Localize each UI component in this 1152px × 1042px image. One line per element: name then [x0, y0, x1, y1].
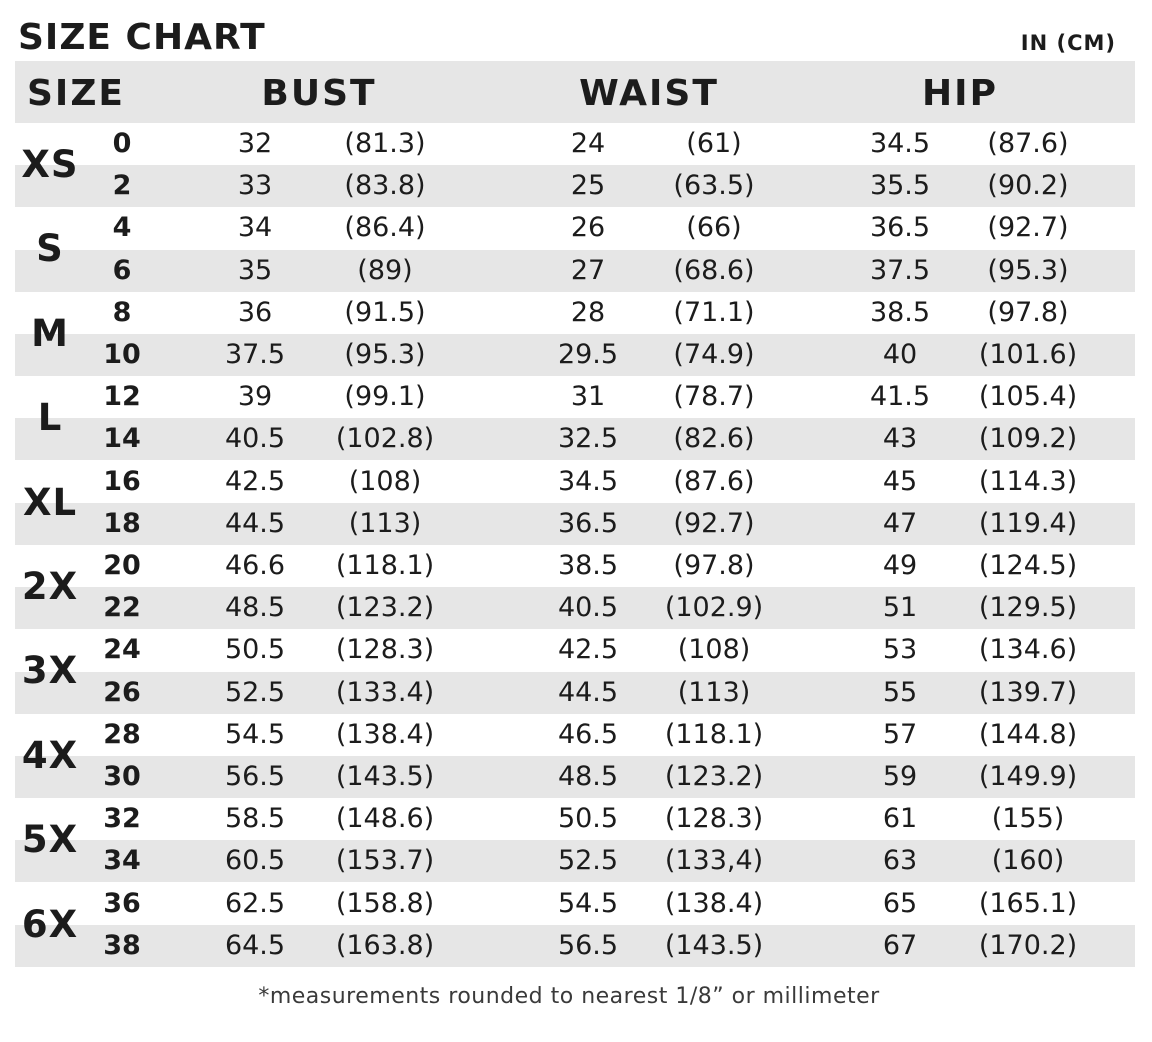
- table-row: [15, 292, 1135, 334]
- waist-cm: (128.3): [664, 803, 764, 835]
- size-number: 30: [103, 761, 141, 792]
- size-number: 12: [103, 381, 141, 413]
- hip-cm: (149.9): [978, 761, 1078, 792]
- hip-cm: (170.2): [978, 929, 1078, 961]
- waist-inches: 52.5: [557, 845, 619, 877]
- table-row: [15, 925, 1135, 967]
- size-number: 0: [112, 128, 132, 159]
- hip-cm: (114.3): [978, 465, 1078, 497]
- hip-inches: 36.5: [869, 212, 931, 244]
- waist-inches: 26: [570, 212, 606, 244]
- size-group-label: M: [31, 311, 69, 355]
- waist-inches: 40.5: [557, 592, 619, 624]
- bust-inches: 58.5: [224, 803, 286, 835]
- hip-cm: (155): [991, 803, 1065, 835]
- waist-cm: (113): [677, 676, 751, 708]
- hip-cm: (139.7): [978, 676, 1078, 708]
- table-row: [15, 123, 1135, 165]
- size-group-label: 3X: [21, 649, 79, 693]
- bust-cm: (118.1): [335, 550, 435, 581]
- hip-cm: (95.3): [987, 254, 1069, 286]
- bust-cm: (148.6): [335, 803, 435, 835]
- waist-cm: (108): [677, 634, 751, 666]
- bust-cm: (95.3): [344, 339, 426, 370]
- size-number: 36: [103, 887, 141, 919]
- bust-cm: (108): [348, 465, 422, 497]
- table-row: [15, 840, 1135, 882]
- hip-inches: 67: [882, 929, 918, 961]
- waist-cm: (133,4): [664, 845, 764, 877]
- table-row: [15, 798, 1135, 840]
- waist-cm: (143.5): [664, 929, 764, 961]
- hip-inches: 59: [882, 761, 918, 792]
- hip-inches: 45: [882, 465, 918, 497]
- bust-inches: 36: [237, 296, 273, 328]
- bust-cm: (123.2): [335, 592, 435, 624]
- bust-inches: 34: [237, 212, 273, 244]
- hip-inches: 41.5: [869, 381, 931, 413]
- bust-inches: 42.5: [224, 465, 286, 497]
- size-group-label: 4X: [21, 733, 79, 777]
- size-group-label: S: [36, 227, 64, 271]
- size-number: 8: [112, 296, 132, 328]
- waist-cm: (92.7): [673, 507, 755, 539]
- waist-inches: 44.5: [557, 676, 619, 708]
- size-number: 14: [103, 423, 141, 455]
- hip-inches: 35.5: [869, 170, 931, 202]
- hip-inches: 34.5: [869, 128, 931, 159]
- hip-cm: (144.8): [978, 718, 1078, 750]
- waist-cm: (78.7): [673, 381, 755, 413]
- size-group-label: L: [37, 396, 63, 440]
- waist-cm: (71.1): [673, 296, 755, 328]
- size-group-label: XL: [22, 480, 78, 524]
- bust-inches: 62.5: [224, 887, 286, 919]
- hip-inches: 63: [882, 845, 918, 877]
- size-group-label: 2X: [21, 565, 79, 608]
- table-row: [15, 714, 1135, 756]
- waist-inches: 42.5: [557, 634, 619, 666]
- waist-inches: 27: [570, 254, 606, 286]
- table-row: [15, 418, 1135, 460]
- waist-cm: (102.9): [664, 592, 764, 624]
- hip-inches: 47: [882, 507, 918, 539]
- waist-inches: 36.5: [557, 507, 619, 539]
- size-number: 34: [103, 845, 141, 877]
- waist-inches: 31: [570, 381, 606, 413]
- bust-cm: (83.8): [344, 170, 426, 202]
- bust-cm: (99.1): [344, 381, 426, 413]
- waist-cm: (97.8): [673, 550, 755, 581]
- bust-inches: 48.5: [224, 592, 286, 624]
- hip-inches: 37.5: [869, 254, 931, 286]
- waist-inches: 34.5: [557, 465, 619, 497]
- bust-inches: 44.5: [224, 507, 286, 539]
- bust-inches: 33: [237, 170, 273, 202]
- bust-cm: (128.3): [335, 634, 435, 666]
- bust-cm: (89): [357, 254, 413, 286]
- hip-inches: 65: [882, 887, 918, 919]
- waist-inches: 46.5: [557, 718, 619, 750]
- size-number: 2: [112, 170, 132, 202]
- hip-inches: 55: [882, 676, 918, 708]
- waist-inches: 28: [570, 296, 606, 328]
- size-number: 16: [103, 465, 141, 497]
- waist-cm: (66): [686, 212, 742, 244]
- waist-inches: 54.5: [557, 887, 619, 919]
- hip-cm: (119.4): [978, 507, 1078, 539]
- bust-inches: 32: [237, 128, 273, 159]
- hip-inches: 57: [882, 718, 918, 750]
- bust-cm: (113): [348, 507, 422, 539]
- bust-inches: 52.5: [224, 676, 286, 708]
- size-number: 38: [103, 929, 141, 961]
- size-number: 28: [103, 718, 141, 750]
- size-number: 10: [103, 339, 141, 370]
- table-row: [15, 503, 1135, 545]
- waist-inches: 24: [570, 128, 606, 159]
- size-number: 20: [103, 550, 141, 581]
- size-number: 18: [103, 507, 141, 539]
- table-row: [15, 250, 1135, 292]
- waist-inches: 38.5: [557, 550, 619, 581]
- bust-cm: (81.3): [344, 128, 426, 159]
- waist-inches: 25: [570, 170, 606, 202]
- bust-inches: 39: [237, 381, 273, 413]
- header-size: SIZE: [27, 73, 126, 114]
- hip-inches: 43: [882, 423, 918, 455]
- hip-inches: 61: [882, 803, 918, 835]
- bust-cm: (86.4): [344, 212, 426, 244]
- bust-cm: (163.8): [335, 929, 435, 961]
- unit-label: IN (CM): [1020, 31, 1116, 55]
- hip-cm: (109.2): [978, 423, 1078, 455]
- table-row: [15, 587, 1135, 629]
- hip-cm: (129.5): [978, 592, 1078, 624]
- footnote: *measurements rounded to nearest 1/8” or millimeter: [258, 984, 880, 1009]
- table-row: [15, 207, 1135, 249]
- bust-inches: 46.6: [224, 550, 286, 581]
- table-row: [15, 883, 1135, 925]
- bust-inches: 64.5: [224, 929, 286, 961]
- waist-inches: 32.5: [557, 423, 619, 455]
- hip-cm: (87.6): [987, 128, 1069, 159]
- waist-cm: (61): [686, 128, 742, 159]
- table-row: [15, 629, 1135, 671]
- bust-inches: 35: [237, 254, 273, 286]
- hip-cm: (124.5): [978, 550, 1078, 581]
- waist-inches: 50.5: [557, 803, 619, 835]
- size-number: 24: [103, 634, 141, 666]
- hip-inches: 40: [882, 339, 918, 370]
- header-hip: HIP: [922, 73, 998, 114]
- hip-cm: (165.1): [978, 887, 1078, 919]
- size-group-label: 5X: [21, 818, 79, 862]
- waist-inches: 48.5: [557, 761, 619, 792]
- size-number: 4: [112, 212, 132, 244]
- size-group-label: 6X: [21, 902, 79, 946]
- waist-inches: 29.5: [557, 339, 619, 370]
- table-row: [15, 376, 1135, 418]
- hip-cm: (92.7): [987, 212, 1069, 244]
- size-number: 26: [103, 676, 141, 708]
- waist-cm: (68.6): [673, 254, 755, 286]
- table-row: [15, 672, 1135, 714]
- bust-cm: (102.8): [335, 423, 435, 455]
- waist-cm: (82.6): [673, 423, 755, 455]
- waist-cm: (87.6): [673, 465, 755, 497]
- waist-inches: 56.5: [557, 929, 619, 961]
- bust-inches: 37.5: [224, 339, 286, 370]
- header-waist: WAIST: [579, 73, 719, 114]
- hip-cm: (101.6): [978, 339, 1078, 370]
- bust-cm: (138.4): [335, 718, 435, 750]
- bust-inches: 40.5: [224, 423, 286, 455]
- hip-cm: (90.2): [987, 170, 1069, 202]
- bust-inches: 50.5: [224, 634, 286, 666]
- waist-cm: (123.2): [664, 761, 764, 792]
- waist-cm: (118.1): [664, 718, 764, 750]
- hip-inches: 38.5: [869, 296, 931, 328]
- bust-inches: 54.5: [224, 718, 286, 750]
- header-bust: BUST: [261, 73, 377, 114]
- bust-inches: 56.5: [224, 761, 286, 792]
- size-number: 6: [112, 254, 132, 286]
- hip-inches: 51: [882, 592, 918, 624]
- bust-cm: (133.4): [335, 676, 435, 708]
- table-row: [15, 461, 1135, 503]
- waist-cm: (74.9): [673, 339, 755, 370]
- bust-cm: (153.7): [335, 845, 435, 877]
- waist-cm: (138.4): [664, 887, 764, 919]
- bust-cm: (143.5): [335, 761, 435, 792]
- table-header-row: [15, 61, 1135, 123]
- table-row: [15, 165, 1135, 207]
- hip-cm: (160): [991, 845, 1065, 877]
- size-number: 22: [103, 592, 141, 624]
- table-row: [15, 334, 1135, 376]
- hip-cm: (97.8): [987, 296, 1069, 328]
- table-row: [15, 756, 1135, 798]
- bust-cm: (158.8): [335, 887, 435, 919]
- waist-cm: (63.5): [673, 170, 755, 202]
- hip-cm: (105.4): [978, 381, 1078, 413]
- page-title: SIZE CHART: [18, 17, 266, 58]
- hip-cm: (134.6): [978, 634, 1078, 666]
- hip-inches: 49: [882, 550, 918, 581]
- hip-inches: 53: [882, 634, 918, 666]
- bust-inches: 60.5: [224, 845, 286, 877]
- table-row: [15, 545, 1135, 587]
- size-group-label: XS: [21, 143, 79, 186]
- size-number: 32: [103, 803, 141, 835]
- bust-cm: (91.5): [344, 296, 426, 328]
